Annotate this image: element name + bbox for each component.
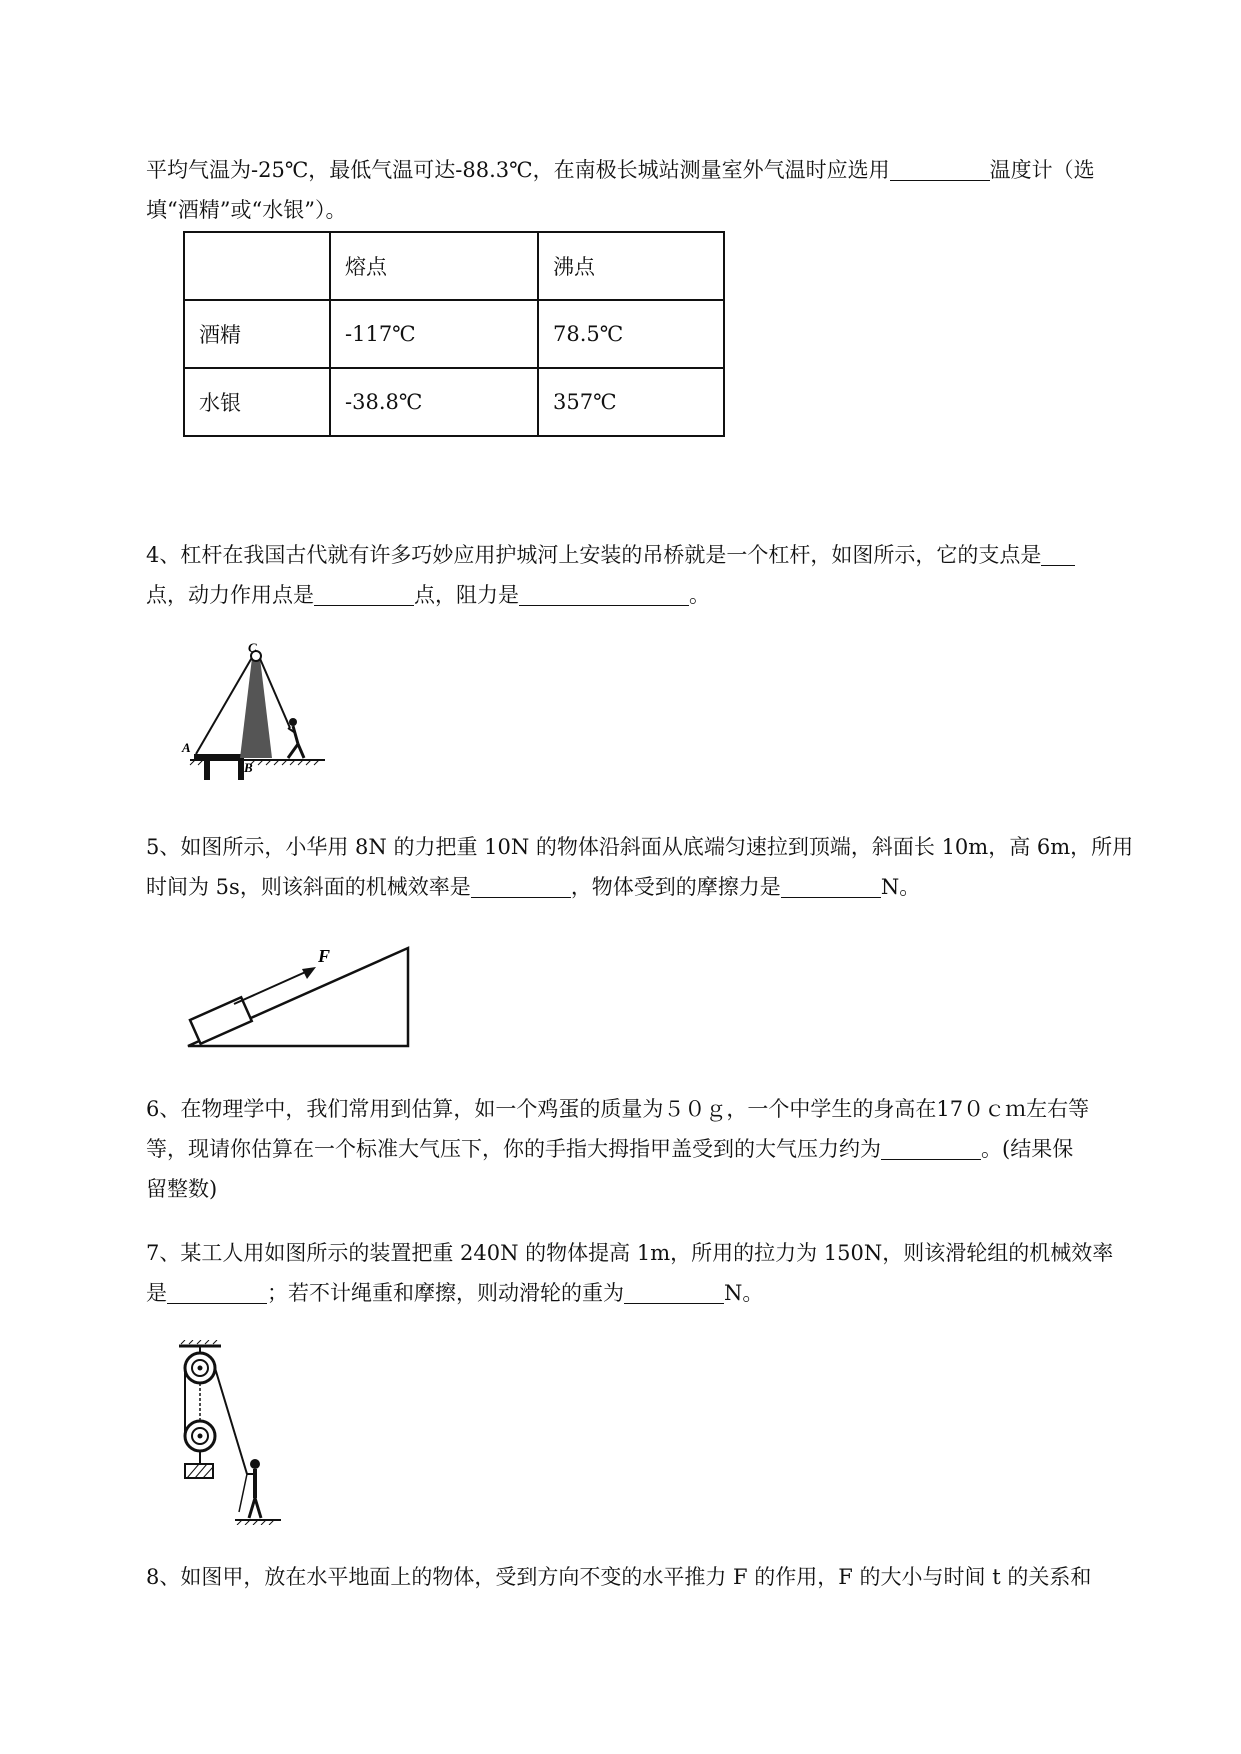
q7-text-c: N。 [724,1281,764,1305]
q5-text-a: 时间为 5s，则该斜面的机械效率是 [146,875,471,899]
q5-blank-friction[interactable] [781,877,881,898]
q7-line-1: 7、某工人用如图所示的装置把重 240N 的物体提高 1m，所用的拉力为 150N，则该滑轮组的机械效率 [146,1241,1114,1265]
q7-line-2 [146,1280,763,1306]
q4-text: 4、杠杆在我国古代就有许多巧妙应用护城河上安装的吊桥就是一个杠杆，如图所示，它的支点是 [146,543,1042,567]
q5-blank-efficiency[interactable] [471,877,571,898]
table-cell: 沸点 [538,232,724,300]
q6-blank-force[interactable] [881,1139,981,1160]
melting-boiling-table [183,231,725,437]
table-cell: 熔点 [330,232,538,300]
table-cell: -117℃ [330,300,538,368]
table-cell: 357℃ [538,368,724,436]
q6-line-1: 6、在物理学中，我们常用到估算，如一个鸡蛋的质量为５０ｇ，一个中学生的身高在17０ｃｍ左右等 [146,1097,1090,1121]
pulley-figure [175,1340,285,1525]
q5-text-b: ，物体受到的摩擦力是 [570,875,781,899]
table-cell [184,232,330,300]
q6-text-b: 。(结果保 [981,1137,1074,1161]
q3-line-1 [146,157,1095,183]
q6-text-a: 等，现请你估算在一个标准大气压下，你的手指大拇指甲盖受到的大气压力约为 [146,1137,881,1161]
label-c: C [248,640,257,655]
q4-blank-resistance[interactable] [519,585,689,606]
q4-blank-effort-point[interactable] [314,585,414,606]
table-cell: 水银 [184,368,330,436]
label-b: B [244,760,253,775]
label-a: A [182,740,191,755]
q6-line-2 [146,1136,1073,1162]
q4-line-1 [146,542,1075,568]
q7-blank-pulley-weight[interactable] [624,1283,724,1304]
q4-text-c: 。 [689,583,710,607]
label-f: F [318,946,331,966]
table-header-row [184,232,724,300]
q3-text-b: 温度计（选 [989,158,1095,182]
q7-blank-efficiency[interactable] [167,1283,267,1304]
q3-text-a: 平均气温为-25℃，最低气温可达-88.3℃，在南极长城站测量室外气温时应选用 [146,158,890,182]
q3-blank-thermometer[interactable] [890,160,990,181]
table-cell: 78.5℃ [538,300,724,368]
q6-line-3: 留整数) [146,1177,218,1201]
q7-text-a: 是 [146,1281,167,1305]
q7-text-b: ；若不计绳重和摩擦，则动滑轮的重为 [267,1281,624,1305]
table-cell: -38.8℃ [330,368,538,436]
q5-text-c: N。 [880,875,921,899]
drawbridge-figure [180,640,330,780]
incline-figure [180,940,420,1050]
table-row [184,368,724,436]
q4-line-2 [146,582,710,608]
q3-line-2: 填“酒精”或“水银”）。 [146,198,347,222]
q5-line-1: 5、如图所示，小华用 8N 的力把重 10N 的物体沿斜面从底端匀速拉到顶端，斜面长 10m，高 6m，所用 [146,835,1134,859]
table-cell: 酒精 [184,300,330,368]
q5-line-2 [146,874,920,900]
table-row [184,300,724,368]
q4-blank-fulcrum[interactable] [1041,545,1075,566]
q8-line-1: 8、如图甲，放在水平地面上的物体，受到方向不变的水平推力 F 的作用，F 的大小与时间 t 的关系和 [146,1565,1092,1589]
q4-text-b: 点，阻力是 [414,583,519,607]
q4-text-a: 点，动力作用点是 [146,583,314,607]
